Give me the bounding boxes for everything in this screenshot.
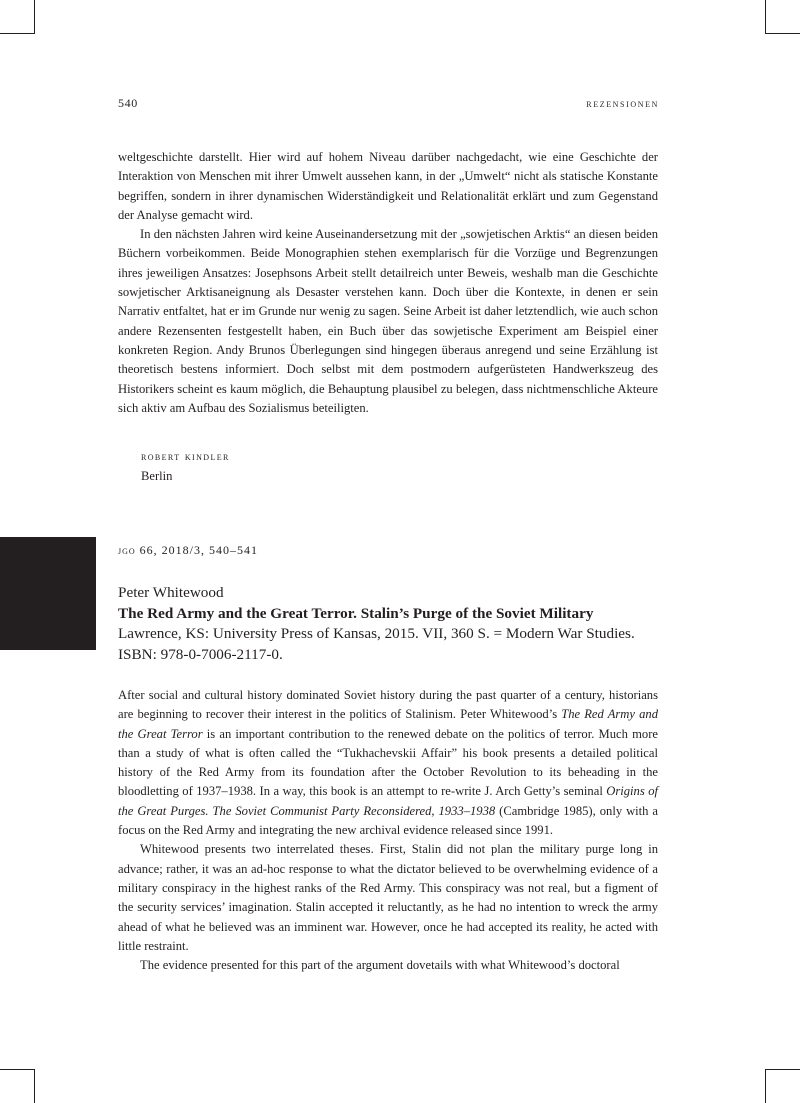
- paragraph: The evidence presented for this part of the argument dovetails with what Whitewood’s doctoral: [140, 958, 620, 973]
- crop-mark-top-right: [765, 0, 766, 34]
- crop-mark-bottom-left-h: [0, 1069, 34, 1070]
- book-isbn: ISBN: 978-0-7006-2117-0.: [118, 645, 283, 663]
- section-title: rezensionen: [586, 96, 659, 110]
- crop-mark-bottom-right-h: [766, 1069, 800, 1070]
- thumb-index-block: [0, 537, 96, 650]
- review-whitewood-text: [118, 686, 658, 975]
- reviewer-city: Berlin: [141, 468, 173, 483]
- reviewer-name: robert kindler: [141, 449, 230, 463]
- paragraph: weltgeschichte darstellt. Hier wird auf hohem Niveau darüber nachgedacht, wie eine Geschichte der Interaktion von Menschen mit ihrer Umwelt aussehen kann, in der „Umwelt“ nicht als statische Konstante begriffen, sondern in ihrer dynamischen Widerständigkeit und Relationalität erklärt und zum Gegenstand der Analyse gemacht wird.: [118, 150, 658, 222]
- italic-title: The Red Army and the Great Terror: [118, 707, 658, 741]
- paragraph: In den nächsten Jahren wird keine Auseinandersetzung mit der „sowjetischen Arktis“ an diesen beiden Büchern vorbeikommen. Beide Monographien stehen exemplarisch für die Vorzüge und Begrenzungen ihres jeweiligen Ansatzes: Josephsons Arbeit stellt detailreich unter Beweis, weshalb man die Geschichte sowjetischer Arktisaneignung als Desaster verstehen kann. Doch über die Kontexte, in denen er sein Narrativ entfaltet, hat er im Grunde nur wenig zu sagen. Seine Arbeit ist daher letztendlich, wie auch schon andere Rezensenten festgestellt haben, ein Buch über das sowjetische Experiment am Beispiel einer konkreten Region. Andy Brunos Überlegungen sind hingegen überaus anregend und seine Erzählung ist theoretisch bestens informiert. Doch selbst mit dem postmodern aufgerüsteten Handwerkszeug des Historikers scheint es kaum möglich, die Behauptung plausibel zu belegen, dass nichtmenschliche Akteure sich aktiv am Aufbau des Sozialismus beteiligten.: [118, 227, 658, 415]
- crop-mark-bottom-right: [765, 1069, 766, 1103]
- text-run: After social and cultural history dominated Soviet history during the past quarter of a century, historians are beginning to recover their interest in the politics of Stalinism. Peter Whitewood’s: [118, 688, 658, 722]
- reviewer-signature: [141, 447, 230, 486]
- text-run: (Cambridge 1985), only with a focus on the Red Army and integrating the new archival evidence released since 1991.: [118, 803, 658, 838]
- crop-mark-top-right-h: [766, 33, 800, 34]
- text-run: is an important contribution to the renewed debate on the politics of terror. Much more than a study of what is often called the “Tukhachevskii Affair” his book presents a detailed political history of the Red Army from its foundation after the October Revolution to its beheading in the bloodletting of 1937–1938. In a way, this book is an attempt to re-write J. Arch Getty’s seminal: [118, 726, 658, 799]
- book-author: Peter Whitewood: [118, 584, 224, 601]
- book-publication: Lawrence, KS: University Press of Kansas, 2015. VII, 360 S. = Modern War Studies.: [118, 625, 635, 642]
- journal-reference: jgo 66, 2018/3, 540–541: [118, 543, 259, 557]
- paragraph: [118, 686, 658, 840]
- crop-mark-bottom-left: [34, 1069, 35, 1103]
- book-citation: [118, 583, 678, 665]
- paragraph: Whitewood presents two interrelated theses. First, Stalin did not plan the military purge long in advance; rather, it was an ad-hoc response to what the dictator believed to be overwhelming evidence of a military conspiracy in the highest ranks of the Red Army. This conspiracy was not real, but a figment of the security services’ imagination. Stalin accepted it reluctantly, as he had no intention to wreck the army ahead of what he believed was an imminent war. However, once he had accepted its reality, he acted with little restraint.: [118, 842, 658, 953]
- book-title: The Red Army and the Great Terror. Stalin’s Purge of the Soviet Military: [118, 604, 594, 622]
- crop-mark-top-left: [34, 0, 35, 34]
- review-kindler-text: [118, 148, 658, 418]
- crop-mark-top-left-h: [0, 33, 34, 34]
- italic-title: Origins of the Great Purges. The Soviet Communist Party Reconsidered, 1933–1938: [118, 784, 658, 818]
- page-number: 540: [118, 96, 138, 110]
